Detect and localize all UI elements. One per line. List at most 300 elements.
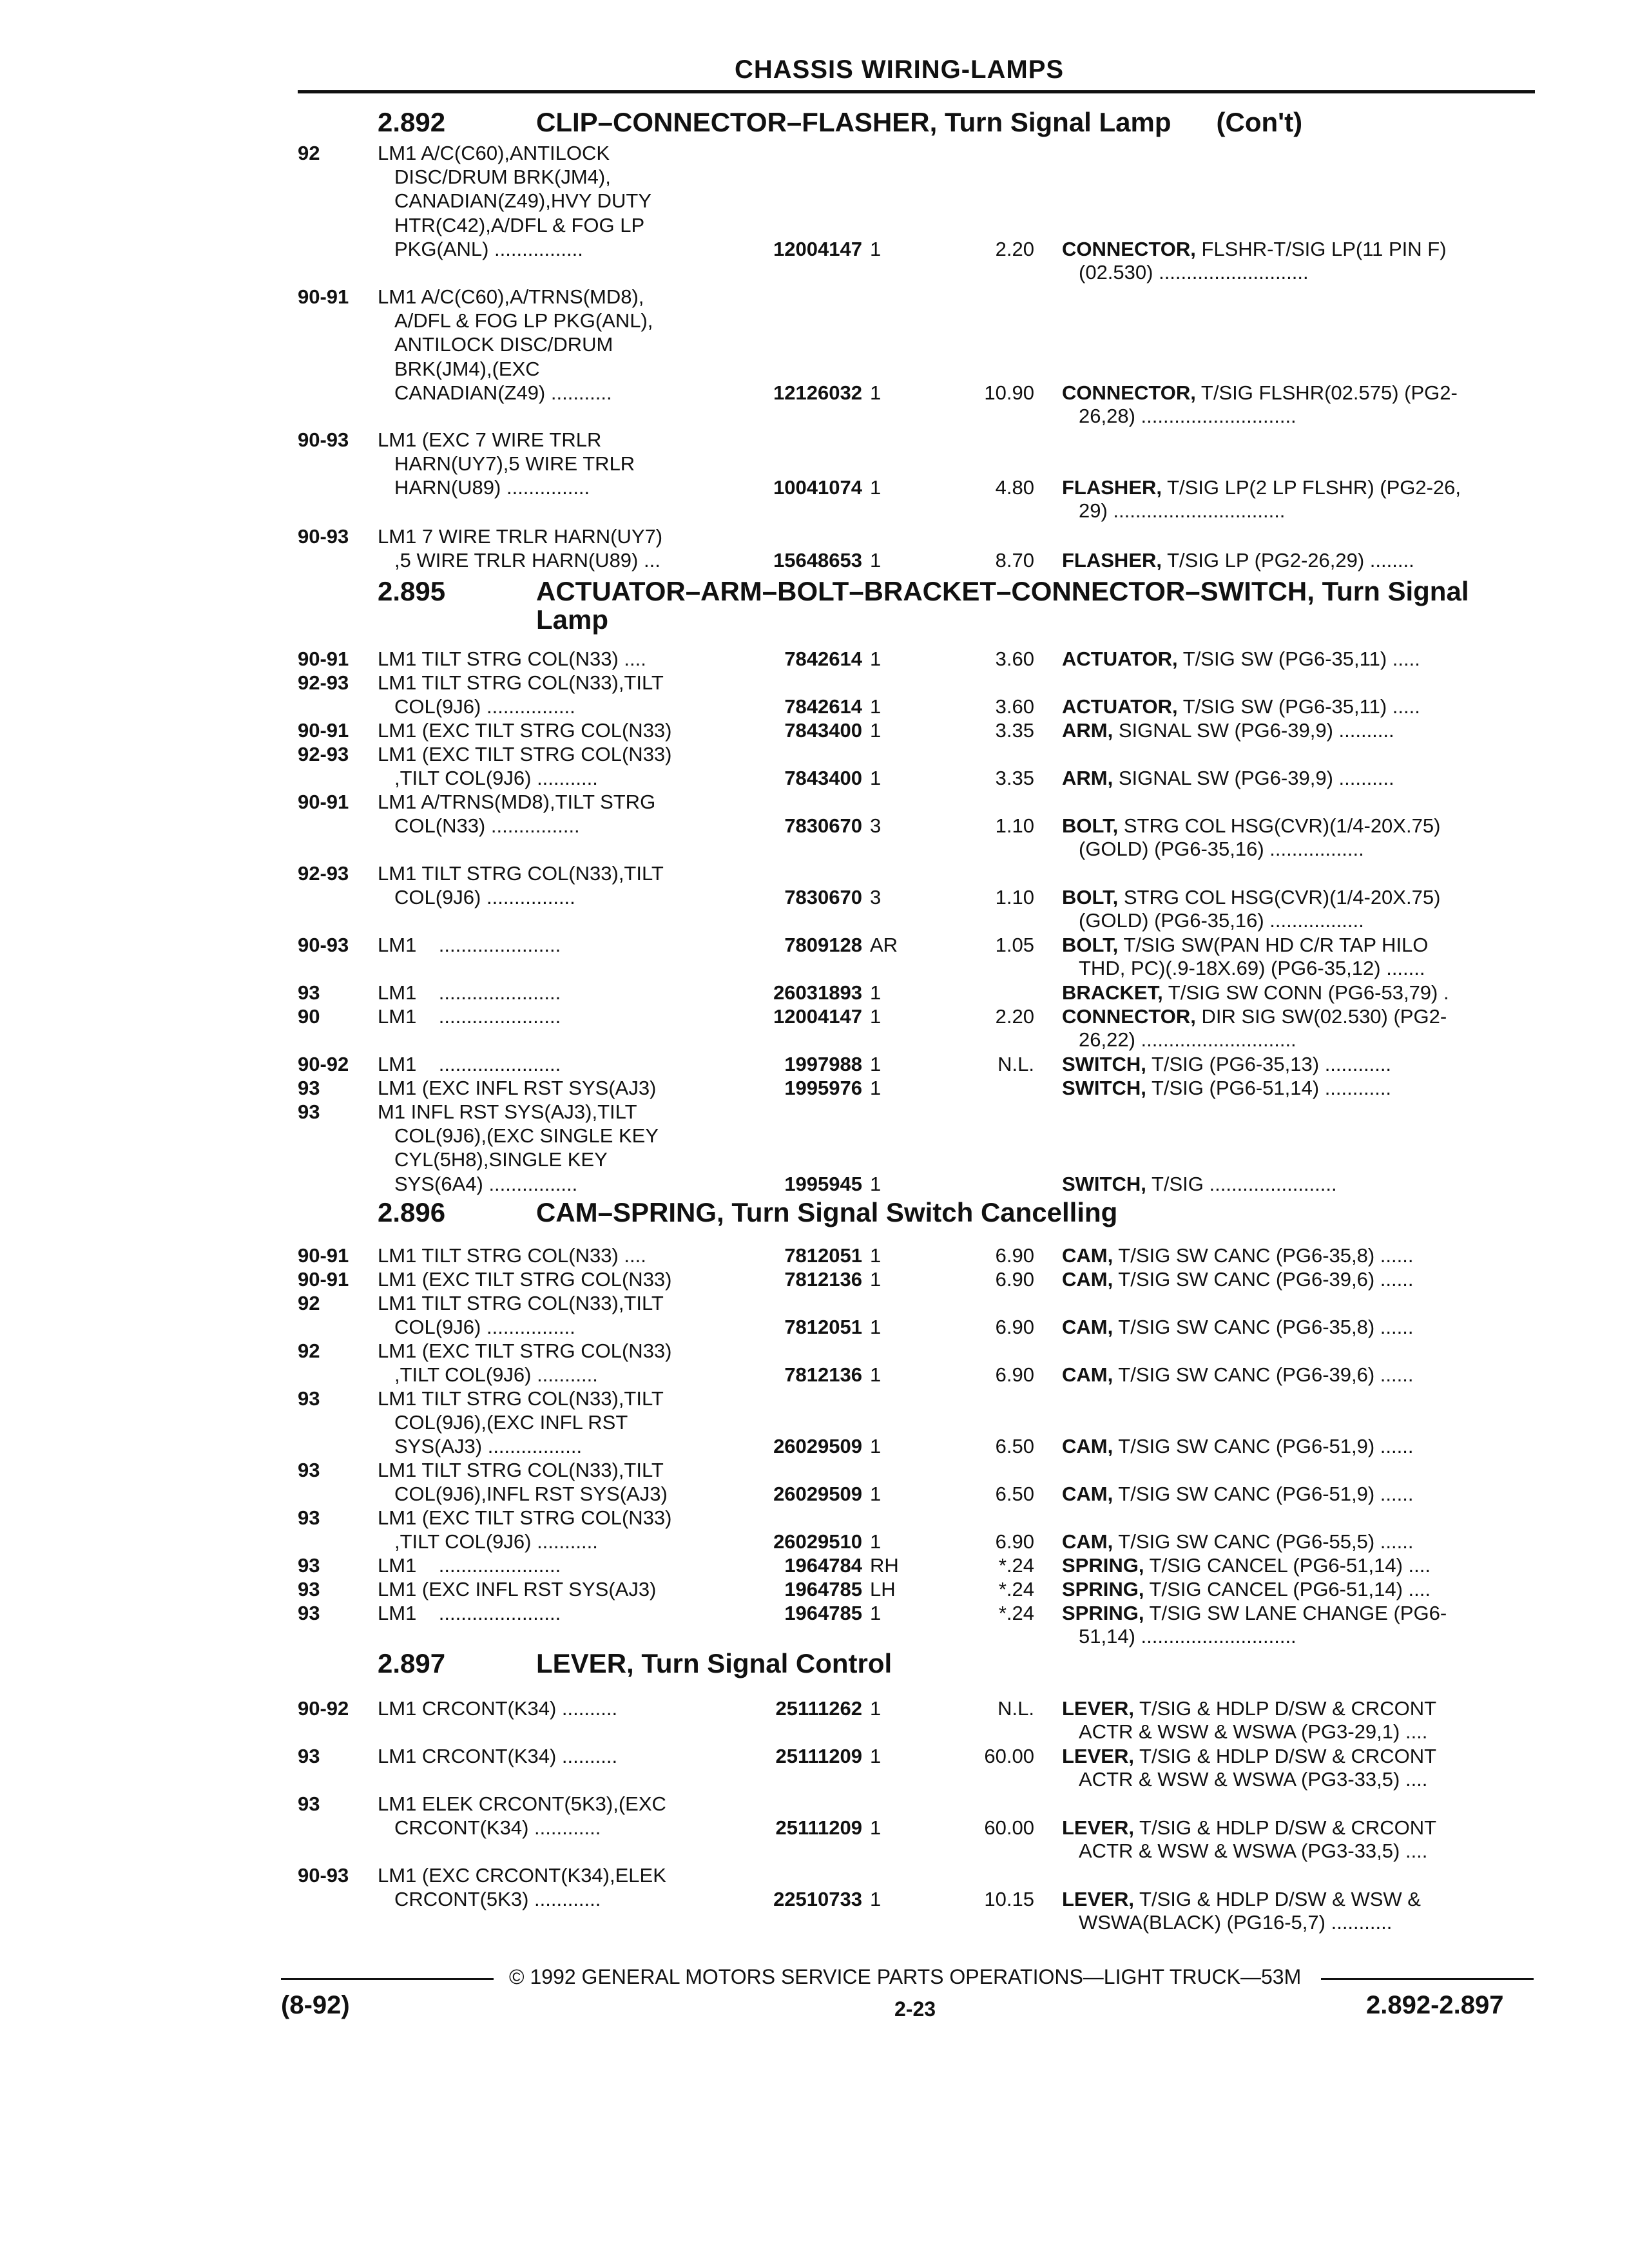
usage-line: LM1 A/C(C60),A/TRNS(MD8), — [378, 285, 644, 308]
part-name — [1062, 1053, 1539, 1076]
usage-description — [378, 1792, 726, 1840]
part-name-noun: SPRING, — [1062, 1602, 1144, 1624]
usage-line: COL(9J6),(EXC SINGLE KEY — [394, 1124, 659, 1148]
usage-line: LM1 (EXC TILT STRG COL(N33) — [378, 1506, 672, 1529]
part-name-line — [1062, 549, 1539, 572]
usage-line: BRK(JM4),(EXC — [394, 357, 540, 380]
part-number: 15648653 — [773, 549, 862, 572]
model-year: 93 — [298, 1792, 320, 1815]
price: *.24 — [998, 1554, 1034, 1577]
part-name-noun: ARM, — [1062, 719, 1113, 742]
usage-line: ,TILT COL(9J6) ........... — [394, 1530, 598, 1553]
usage-description — [378, 1864, 726, 1912]
part-name — [1062, 695, 1539, 718]
quantity: 1 — [870, 1697, 882, 1720]
price: *.24 — [998, 1578, 1034, 1600]
part-name-noun: CONNECTOR, — [1062, 381, 1196, 404]
table-row — [0, 1268, 1629, 1292]
part-name-detail: T/SIG SW CANC (PG6-51,9) ...... — [1118, 1435, 1414, 1458]
usage-description — [378, 1602, 726, 1626]
usage-line: ,TILT COL(9J6) ........... — [394, 767, 598, 790]
model-year: 92-93 — [298, 862, 349, 885]
usage-line: HARN(UY7),5 WIRE TRLR — [394, 452, 635, 476]
table-row — [0, 1340, 1629, 1387]
part-name-noun: FLASHER, — [1062, 476, 1162, 499]
price: 3.60 — [995, 648, 1034, 670]
part-number: 25111209 — [775, 1745, 862, 1767]
table-row — [0, 1244, 1629, 1268]
section-title: ACTUATOR–ARM–BOLT–BRACKET–CONNECTOR–SWITCH, Turn Signal Lamp — [536, 576, 1477, 635]
table-row — [0, 1387, 1629, 1459]
part-name-detail: SIGNAL SW (PG6-39,9) .......... — [1118, 719, 1394, 742]
quantity: 1 — [870, 981, 882, 1004]
part-name-noun: LEVER, — [1062, 1816, 1134, 1840]
part-name — [1062, 719, 1539, 742]
model-year: 93 — [298, 1459, 320, 1481]
part-name-line — [1062, 1530, 1539, 1553]
model-year: 92 — [298, 1292, 320, 1314]
part-name-noun: LEVER, — [1062, 1888, 1134, 1911]
part-name-detail: T/SIG SW (PG6-35,11) ..... — [1182, 695, 1420, 718]
table-row — [0, 1602, 1629, 1649]
usage-description — [378, 1459, 726, 1506]
usage-line: LM1 CRCONT(K34) .......... — [378, 1745, 618, 1767]
price: 6.90 — [995, 1244, 1034, 1267]
part-name — [1062, 648, 1539, 671]
part-name-noun: SPRING, — [1062, 1554, 1144, 1577]
usage-line: SYS(AJ3) ................. — [394, 1435, 583, 1458]
part-name — [1062, 1530, 1539, 1553]
part-name-line — [1062, 1005, 1539, 1028]
part-name-continuation: 26,22) ............................ — [1079, 1028, 1296, 1051]
part-name-line — [1062, 1697, 1539, 1720]
quantity: LH — [870, 1578, 896, 1600]
part-number: 26031893 — [773, 981, 862, 1004]
part-name-detail: T/SIG & HDLP D/SW & WSW & — [1139, 1888, 1421, 1911]
usage-description — [378, 934, 726, 957]
part-name-detail: T/SIG ....................... — [1151, 1172, 1337, 1195]
part-name — [1062, 981, 1539, 1004]
part-number: 26029509 — [773, 1483, 862, 1506]
price: 60.00 — [984, 1745, 1034, 1767]
price: 10.90 — [984, 381, 1034, 404]
part-name-detail: T/SIG & HDLP D/SW & CRCONT — [1139, 1816, 1437, 1840]
part-name — [1062, 934, 1539, 980]
quantity: 1 — [870, 1005, 882, 1028]
part-name — [1062, 1483, 1539, 1506]
usage-line: ,5 WIRE TRLR HARN(U89) ... — [394, 549, 660, 572]
usage-line: LM1 (EXC 7 WIRE TRLR — [378, 428, 602, 451]
usage-line: CYL(5H8),SINGLE KEY — [394, 1148, 608, 1171]
part-name-noun: CAM, — [1062, 1268, 1113, 1291]
quantity: 1 — [870, 1530, 882, 1553]
footer-rule-right — [1321, 1978, 1534, 1980]
usage-description — [378, 525, 726, 573]
table-row — [0, 1459, 1629, 1506]
model-year: 90-91 — [298, 285, 349, 308]
usage-line: LM1 (EXC INFL RST SYS(AJ3) — [378, 1578, 657, 1600]
table-row — [0, 934, 1629, 981]
usage-line: COL(9J6),(EXC INFL RST — [394, 1411, 628, 1434]
header-rule — [298, 90, 1535, 93]
usage-line: COL(N33) ................ — [394, 814, 580, 838]
footer-copyright: © 1992 GENERAL MOTORS SERVICE PARTS OPERATIONS—LIGHT TRUCK—53M — [509, 1965, 1302, 1988]
table-row — [0, 1506, 1629, 1554]
table-row — [0, 1554, 1629, 1578]
table-row — [0, 1100, 1629, 1196]
footer-date: (8-92) — [281, 1991, 350, 2019]
part-name — [1062, 814, 1539, 861]
part-name-detail: T/SIG FLSHR(02.575) (PG2- — [1200, 381, 1458, 404]
part-name-continuation: (GOLD) (PG6-35,16) ................. — [1079, 838, 1364, 861]
part-name-continuation: ACTR & WSW & WSWA (PG3-33,5) .... — [1079, 1840, 1428, 1863]
price: 1.10 — [995, 814, 1034, 838]
table-row — [0, 428, 1629, 523]
usage-line: LM1 ELEK CRCONT(5K3),(EXC — [378, 1792, 666, 1815]
model-year: 90-93 — [298, 428, 349, 451]
usage-line: LM1 TILT STRG COL(N33),TILT — [378, 862, 664, 885]
price: 1.10 — [995, 886, 1034, 909]
part-name-detail: T/SIG SW CANC (PG6-51,9) ...... — [1118, 1483, 1414, 1506]
usage-line: LM1 TILT STRG COL(N33),TILT — [378, 1292, 664, 1314]
quantity: 1 — [870, 237, 882, 260]
part-name-detail: T/SIG (PG6-51,14) ............ — [1151, 1077, 1392, 1099]
price: 2.20 — [995, 237, 1034, 260]
part-number: 7843400 — [784, 719, 862, 742]
part-name-noun: CONNECTOR, — [1062, 1005, 1196, 1028]
table-row — [0, 1292, 1629, 1340]
quantity: 1 — [870, 476, 882, 499]
part-name-continuation: (02.530) ........................... — [1079, 260, 1309, 284]
quantity: 1 — [870, 1602, 882, 1624]
part-number: 1964785 — [784, 1602, 862, 1624]
model-year: 92-93 — [298, 743, 349, 765]
usage-line: DISC/DRUM BRK(JM4), — [394, 166, 611, 189]
section-title: LEVER, Turn Signal Control — [536, 1648, 892, 1678]
page-title: CHASSIS WIRING-LAMPS — [735, 55, 1065, 84]
quantity: 1 — [870, 767, 882, 790]
price: 6.90 — [995, 1268, 1034, 1291]
part-name-line — [1062, 767, 1539, 790]
usage-line: LM1 ...................... — [378, 1053, 561, 1075]
part-name-noun: CAM, — [1062, 1435, 1113, 1458]
part-name — [1062, 238, 1539, 284]
usage-line: HTR(C42),A/DFL & FOG LP — [394, 213, 645, 236]
usage-line: COL(9J6),INFL RST SYS(AJ3) — [394, 1483, 668, 1506]
part-number: 1997988 — [784, 1053, 862, 1075]
model-year: 92 — [298, 142, 320, 164]
usage-line: LM1 TILT STRG COL(N33),TILT — [378, 1459, 664, 1481]
quantity: 1 — [870, 1816, 882, 1840]
part-number: 1964784 — [784, 1554, 862, 1577]
quantity: 1 — [870, 381, 882, 404]
section-number: 2.892 — [378, 107, 446, 137]
part-name — [1062, 1816, 1539, 1863]
part-name-detail: T/SIG CANCEL (PG6-51,14) .... — [1149, 1554, 1431, 1577]
price: 10.15 — [984, 1888, 1034, 1911]
part-name-detail: T/SIG (PG6-35,13) ............ — [1151, 1053, 1392, 1075]
usage-description — [378, 1340, 726, 1387]
usage-line: ,TILT COL(9J6) ........... — [394, 1363, 598, 1387]
part-number: 7842614 — [784, 695, 862, 718]
usage-line: LM1 ...................... — [378, 1602, 561, 1624]
part-name-line — [1062, 719, 1539, 742]
part-number: 7812051 — [784, 1244, 862, 1267]
part-name-line — [1062, 1888, 1539, 1911]
price: 60.00 — [984, 1816, 1034, 1840]
usage-line: CANADIAN(Z49) ........... — [394, 381, 612, 404]
usage-description — [378, 1745, 726, 1769]
footer-rule-left — [281, 1978, 494, 1980]
model-year: 93 — [298, 1745, 320, 1767]
table-row — [0, 862, 1629, 932]
part-name-detail: FLSHR-T/SIG LP(11 PIN F) — [1201, 237, 1447, 260]
part-name — [1062, 476, 1539, 523]
part-name — [1062, 1173, 1539, 1196]
model-year: 90-91 — [298, 648, 349, 670]
part-name — [1062, 767, 1539, 790]
part-name-noun: SWITCH, — [1062, 1077, 1146, 1099]
model-year: 93 — [298, 1578, 320, 1600]
quantity: 1 — [870, 695, 882, 718]
part-number: 22510733 — [773, 1888, 862, 1911]
table-row — [0, 743, 1629, 791]
part-name-detail: T/SIG SW CANC (PG6-35,8) ...... — [1118, 1316, 1414, 1339]
price: 2.20 — [995, 1005, 1034, 1028]
part-number: 7812051 — [784, 1316, 862, 1339]
table-row — [0, 1745, 1629, 1792]
part-number: 7842614 — [784, 648, 862, 670]
usage-line: LM1 TILT STRG COL(N33),TILT — [378, 1387, 664, 1410]
model-year: 93 — [298, 1506, 320, 1529]
part-name-noun: CAM, — [1062, 1316, 1113, 1339]
part-name-line — [1062, 1602, 1539, 1625]
part-number: 1964785 — [784, 1578, 862, 1600]
part-name-noun: SPRING, — [1062, 1578, 1144, 1600]
part-name-noun: ACTUATOR, — [1062, 695, 1178, 718]
part-name-noun: SWITCH, — [1062, 1172, 1146, 1195]
part-number: 10041074 — [773, 476, 862, 499]
part-name-line — [1062, 814, 1539, 838]
table-row — [0, 1053, 1629, 1077]
table-row — [0, 719, 1629, 743]
part-name-detail: STRG COL HSG(CVR)(1/4-20X.75) — [1123, 814, 1441, 838]
model-year: 90-91 — [298, 791, 349, 813]
table-row — [0, 671, 1629, 719]
usage-description — [378, 671, 726, 719]
price: 8.70 — [995, 549, 1034, 572]
part-name-noun: LEVER, — [1062, 1745, 1134, 1767]
usage-line: COL(9J6) ................ — [394, 1316, 575, 1339]
model-year: 92-93 — [298, 671, 349, 694]
part-number: 7812136 — [784, 1268, 862, 1291]
usage-line: LM1 TILT STRG COL(N33),TILT — [378, 671, 664, 694]
quantity: 1 — [870, 1888, 882, 1911]
page-number: 2-23 — [894, 1997, 936, 2021]
part-number: 1995976 — [784, 1077, 862, 1099]
usage-description — [378, 1268, 726, 1292]
usage-line: LM1 ...................... — [378, 1005, 561, 1028]
part-name-continuation: (GOLD) (PG6-35,16) ................. — [1079, 909, 1364, 932]
usage-line: A/DFL & FOG LP PKG(ANL), — [394, 309, 653, 332]
price: 4.80 — [995, 476, 1034, 499]
part-name — [1062, 1005, 1539, 1052]
model-year: 90-93 — [298, 525, 349, 548]
price: 3.35 — [995, 767, 1034, 790]
part-name-line — [1062, 648, 1539, 671]
part-name-line — [1062, 1077, 1539, 1100]
table-row — [0, 791, 1629, 861]
part-name — [1062, 1697, 1539, 1744]
quantity: 1 — [870, 1053, 882, 1075]
table-row — [0, 1792, 1629, 1863]
usage-line: COL(9J6) ................ — [394, 886, 575, 909]
quantity: 3 — [870, 814, 882, 838]
part-name — [1062, 1554, 1539, 1577]
part-number: 12126032 — [773, 381, 862, 404]
model-year: 93 — [298, 1602, 320, 1624]
part-name-detail: T/SIG SW CANC (PG6-55,5) ...... — [1118, 1530, 1414, 1553]
part-name-line — [1062, 1268, 1539, 1291]
usage-description — [378, 1578, 726, 1602]
usage-description — [378, 142, 726, 262]
quantity: 1 — [870, 1363, 882, 1387]
section-number: 2.897 — [378, 1648, 446, 1678]
price: N.L. — [998, 1697, 1034, 1720]
usage-line: COL(9J6) ................ — [394, 695, 575, 718]
part-number: 26029510 — [773, 1530, 862, 1553]
part-name-line — [1062, 476, 1539, 499]
part-number: 25111262 — [775, 1697, 862, 1720]
table-row — [0, 1697, 1629, 1745]
price: *.24 — [998, 1602, 1034, 1624]
usage-description — [378, 1506, 726, 1554]
usage-line: LM1 CRCONT(K34) .......... — [378, 1697, 618, 1720]
usage-line: LM1 ...................... — [378, 1554, 561, 1577]
quantity: 1 — [870, 1268, 882, 1291]
part-name-noun: CAM, — [1062, 1483, 1113, 1506]
usage-line: LM1 TILT STRG COL(N33) .... — [378, 1244, 646, 1267]
part-name-line — [1062, 1435, 1539, 1458]
part-name-detail: DIR SIG SW(02.530) (PG2- — [1201, 1005, 1447, 1028]
table-row — [0, 1005, 1629, 1053]
part-name-noun: CAM, — [1062, 1244, 1113, 1267]
part-name-line — [1062, 1745, 1539, 1768]
quantity: 3 — [870, 886, 882, 909]
part-name-noun: CAM, — [1062, 1530, 1113, 1553]
model-year: 93 — [298, 981, 320, 1004]
part-name-continuation: WSWA(BLACK) (PG16-5,7) ........... — [1079, 1911, 1393, 1934]
model-year: 90 — [298, 1005, 320, 1028]
price: 3.35 — [995, 719, 1034, 742]
quantity: 1 — [870, 1483, 882, 1506]
usage-description — [378, 648, 726, 671]
part-name-noun: LEVER, — [1062, 1697, 1134, 1720]
part-name-detail: T/SIG LP(2 LP FLSHR) (PG2-26, — [1167, 476, 1461, 499]
usage-line: LM1 A/C(C60),ANTILOCK — [378, 142, 610, 164]
part-name-line — [1062, 1244, 1539, 1267]
usage-line: LM1 ...................... — [378, 934, 561, 956]
model-year: 93 — [298, 1554, 320, 1577]
part-name-detail: T/SIG LP (PG2-26,29) ........ — [1167, 549, 1414, 572]
usage-line: ANTILOCK DISC/DRUM — [394, 333, 613, 356]
part-number: 7830670 — [784, 814, 862, 838]
part-name-detail: T/SIG SW (PG6-35,11) ..... — [1182, 648, 1420, 670]
usage-description — [378, 1077, 726, 1100]
part-number: 26029509 — [773, 1435, 862, 1458]
part-name-continuation: 29) ............................... — [1079, 499, 1286, 523]
section-title: CAM–SPRING, Turn Signal Switch Cancelling — [536, 1197, 1118, 1227]
part-name-detail: T/SIG & HDLP D/SW & CRCONT — [1139, 1697, 1437, 1720]
part-name — [1062, 1244, 1539, 1267]
part-name-detail: T/SIG CANCEL (PG6-51,14) .... — [1149, 1578, 1431, 1600]
part-name-noun: BOLT, — [1062, 814, 1119, 838]
part-number: 12004147 — [773, 1005, 862, 1028]
table-row — [0, 1578, 1629, 1602]
part-name — [1062, 549, 1539, 572]
quantity: 1 — [870, 549, 882, 572]
part-name-noun: SWITCH, — [1062, 1053, 1146, 1075]
usage-line: SYS(6A4) ................ — [394, 1172, 578, 1195]
part-name-noun: BOLT, — [1062, 886, 1119, 909]
usage-description — [378, 1554, 726, 1578]
model-year: 90-91 — [298, 1268, 349, 1291]
part-number: 12004147 — [773, 237, 862, 260]
part-name-line — [1062, 238, 1539, 261]
part-name-line — [1062, 886, 1539, 909]
price: 6.90 — [995, 1530, 1034, 1553]
usage-line: LM1 (EXC TILT STRG COL(N33) — [378, 1340, 672, 1362]
section-number: 2.896 — [378, 1197, 446, 1227]
part-number: 7830670 — [784, 886, 862, 909]
part-name-detail: T/SIG SW LANE CHANGE (PG6- — [1149, 1602, 1447, 1624]
part-name-line — [1062, 981, 1539, 1004]
quantity: 1 — [870, 1172, 882, 1195]
model-year: 93 — [298, 1100, 320, 1123]
price: 6.90 — [995, 1363, 1034, 1387]
usage-description — [378, 719, 726, 743]
part-number: 7843400 — [784, 767, 862, 790]
part-name-noun: BOLT, — [1062, 934, 1119, 956]
usage-line: LM1 (EXC CRCONT(K34),ELEK — [378, 1864, 666, 1887]
part-name-line — [1062, 381, 1539, 405]
part-number: 7812136 — [784, 1363, 862, 1387]
part-name — [1062, 886, 1539, 932]
price: 3.60 — [995, 695, 1034, 718]
quantity: 1 — [870, 1316, 882, 1339]
part-name — [1062, 381, 1539, 428]
usage-description — [378, 1292, 726, 1340]
usage-line: LM1 (EXC INFL RST SYS(AJ3) — [378, 1077, 657, 1099]
usage-description — [378, 862, 726, 910]
part-name-detail: T/SIG SW CANC (PG6-39,6) ...... — [1118, 1363, 1414, 1387]
quantity: AR — [870, 934, 898, 956]
part-name-detail: STRG COL HSG(CVR)(1/4-20X.75) — [1123, 886, 1441, 909]
quantity: 1 — [870, 1745, 882, 1767]
usage-line: LM1 (EXC TILT STRG COL(N33) — [378, 1268, 672, 1291]
part-name — [1062, 1268, 1539, 1291]
usage-line: PKG(ANL) ................ — [394, 237, 583, 260]
part-name-detail: T/SIG SW CONN (PG6-53,79) . — [1168, 981, 1449, 1004]
usage-line: CRCONT(5K3) ............ — [394, 1888, 601, 1911]
part-number: 1995945 — [784, 1172, 862, 1195]
table-row — [0, 648, 1629, 671]
usage-description — [378, 1697, 726, 1721]
model-year: 92 — [298, 1340, 320, 1362]
part-name-line — [1062, 1578, 1539, 1601]
model-year: 90-91 — [298, 719, 349, 742]
usage-description — [378, 1005, 726, 1029]
